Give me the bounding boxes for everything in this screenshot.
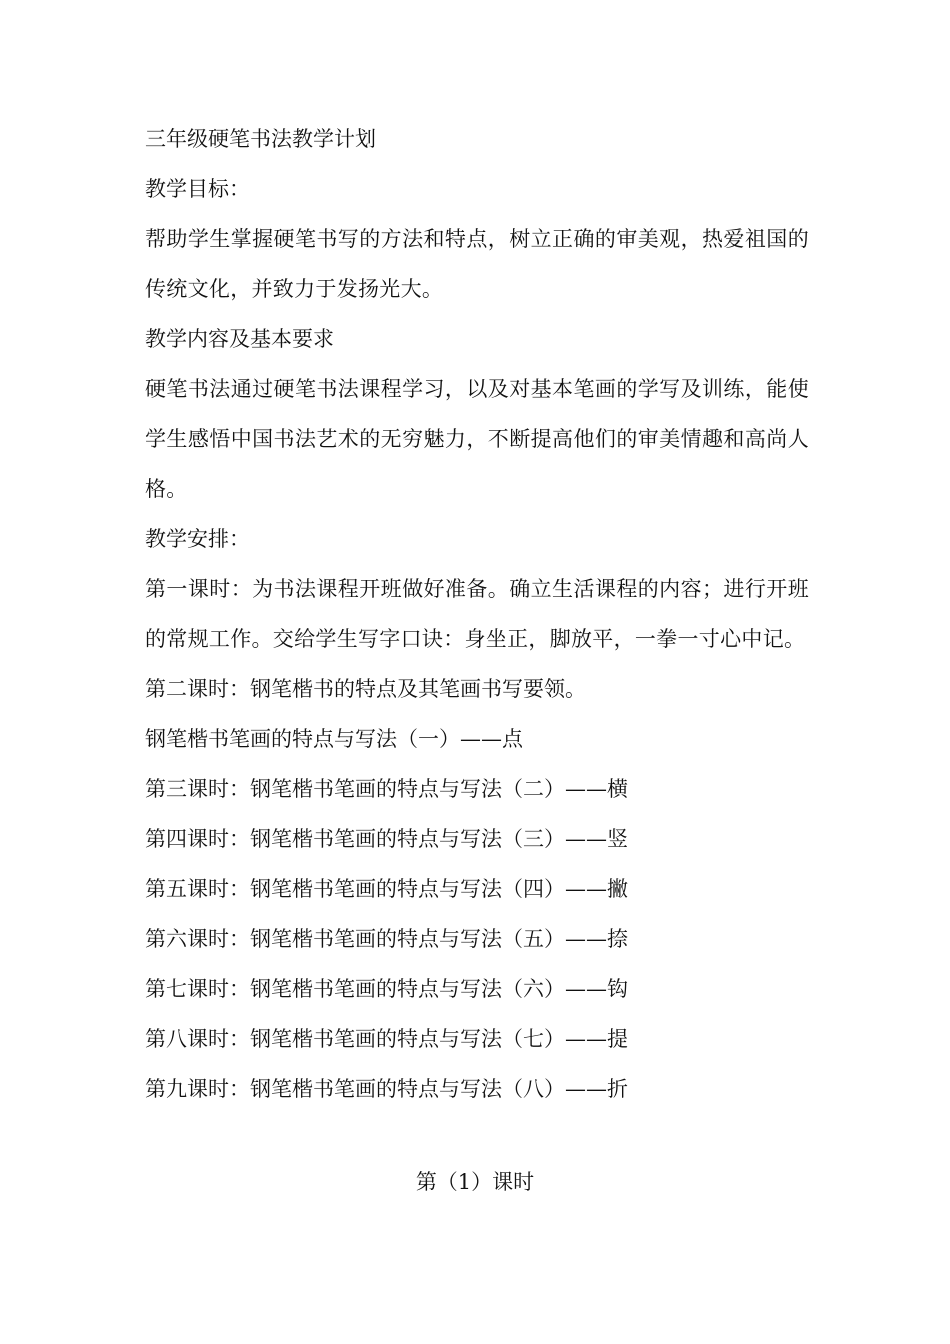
document-title: 三年级硬笔书法教学计划 <box>145 127 376 151</box>
document-body <box>145 114 809 1114</box>
content-heading: 教学内容及基本要求 <box>145 327 334 351</box>
lesson-2-sub: 钢笔楷书笔画的特点与写法（一）——点 <box>145 727 523 751</box>
lesson-4: 第四课时：钢笔楷书笔画的特点与写法（三）——竖 <box>145 827 628 851</box>
lesson-1: 第一课时：为书法课程开班做好准备。确立生活课程的内容；进行开班的常规工作。交给学生写字口诀：身坐正，脚放平，一拳一寸心中记。 <box>145 577 809 651</box>
lesson-7: 第七课时：钢笔楷书笔画的特点与写法（六）——钩 <box>145 977 628 1001</box>
lesson-9: 第九课时：钢笔楷书笔画的特点与写法（八）——折 <box>145 1077 628 1101</box>
lesson-6: 第六课时：钢笔楷书笔画的特点与写法（五）——捺 <box>145 927 628 951</box>
lesson-3: 第三课时：钢笔楷书笔画的特点与写法（二）——横 <box>145 777 628 801</box>
schedule-heading: 教学安排： <box>145 527 250 551</box>
objectives-paragraph: 帮助学生掌握硬笔书写的方法和特点，树立正确的审美观，热爱祖国的传统文化，并致力于发扬光大。 <box>145 227 809 301</box>
lesson-5: 第五课时：钢笔楷书笔画的特点与写法（四）——撇 <box>145 877 628 901</box>
page-footer: 第（1）课时 <box>415 1170 535 1194</box>
objectives-heading: 教学目标： <box>145 177 250 201</box>
lesson-8: 第八课时：钢笔楷书笔画的特点与写法（七）——提 <box>145 1027 628 1051</box>
content-paragraph: 硬笔书法通过硬笔书法课程学习，以及对基本笔画的学写及训练，能使学生感悟中国书法艺术的无穷魅力，不断提高他们的审美情趣和高尚人格。 <box>145 377 809 501</box>
lesson-2: 第二课时：钢笔楷书的特点及其笔画书写要领。 <box>145 677 586 701</box>
